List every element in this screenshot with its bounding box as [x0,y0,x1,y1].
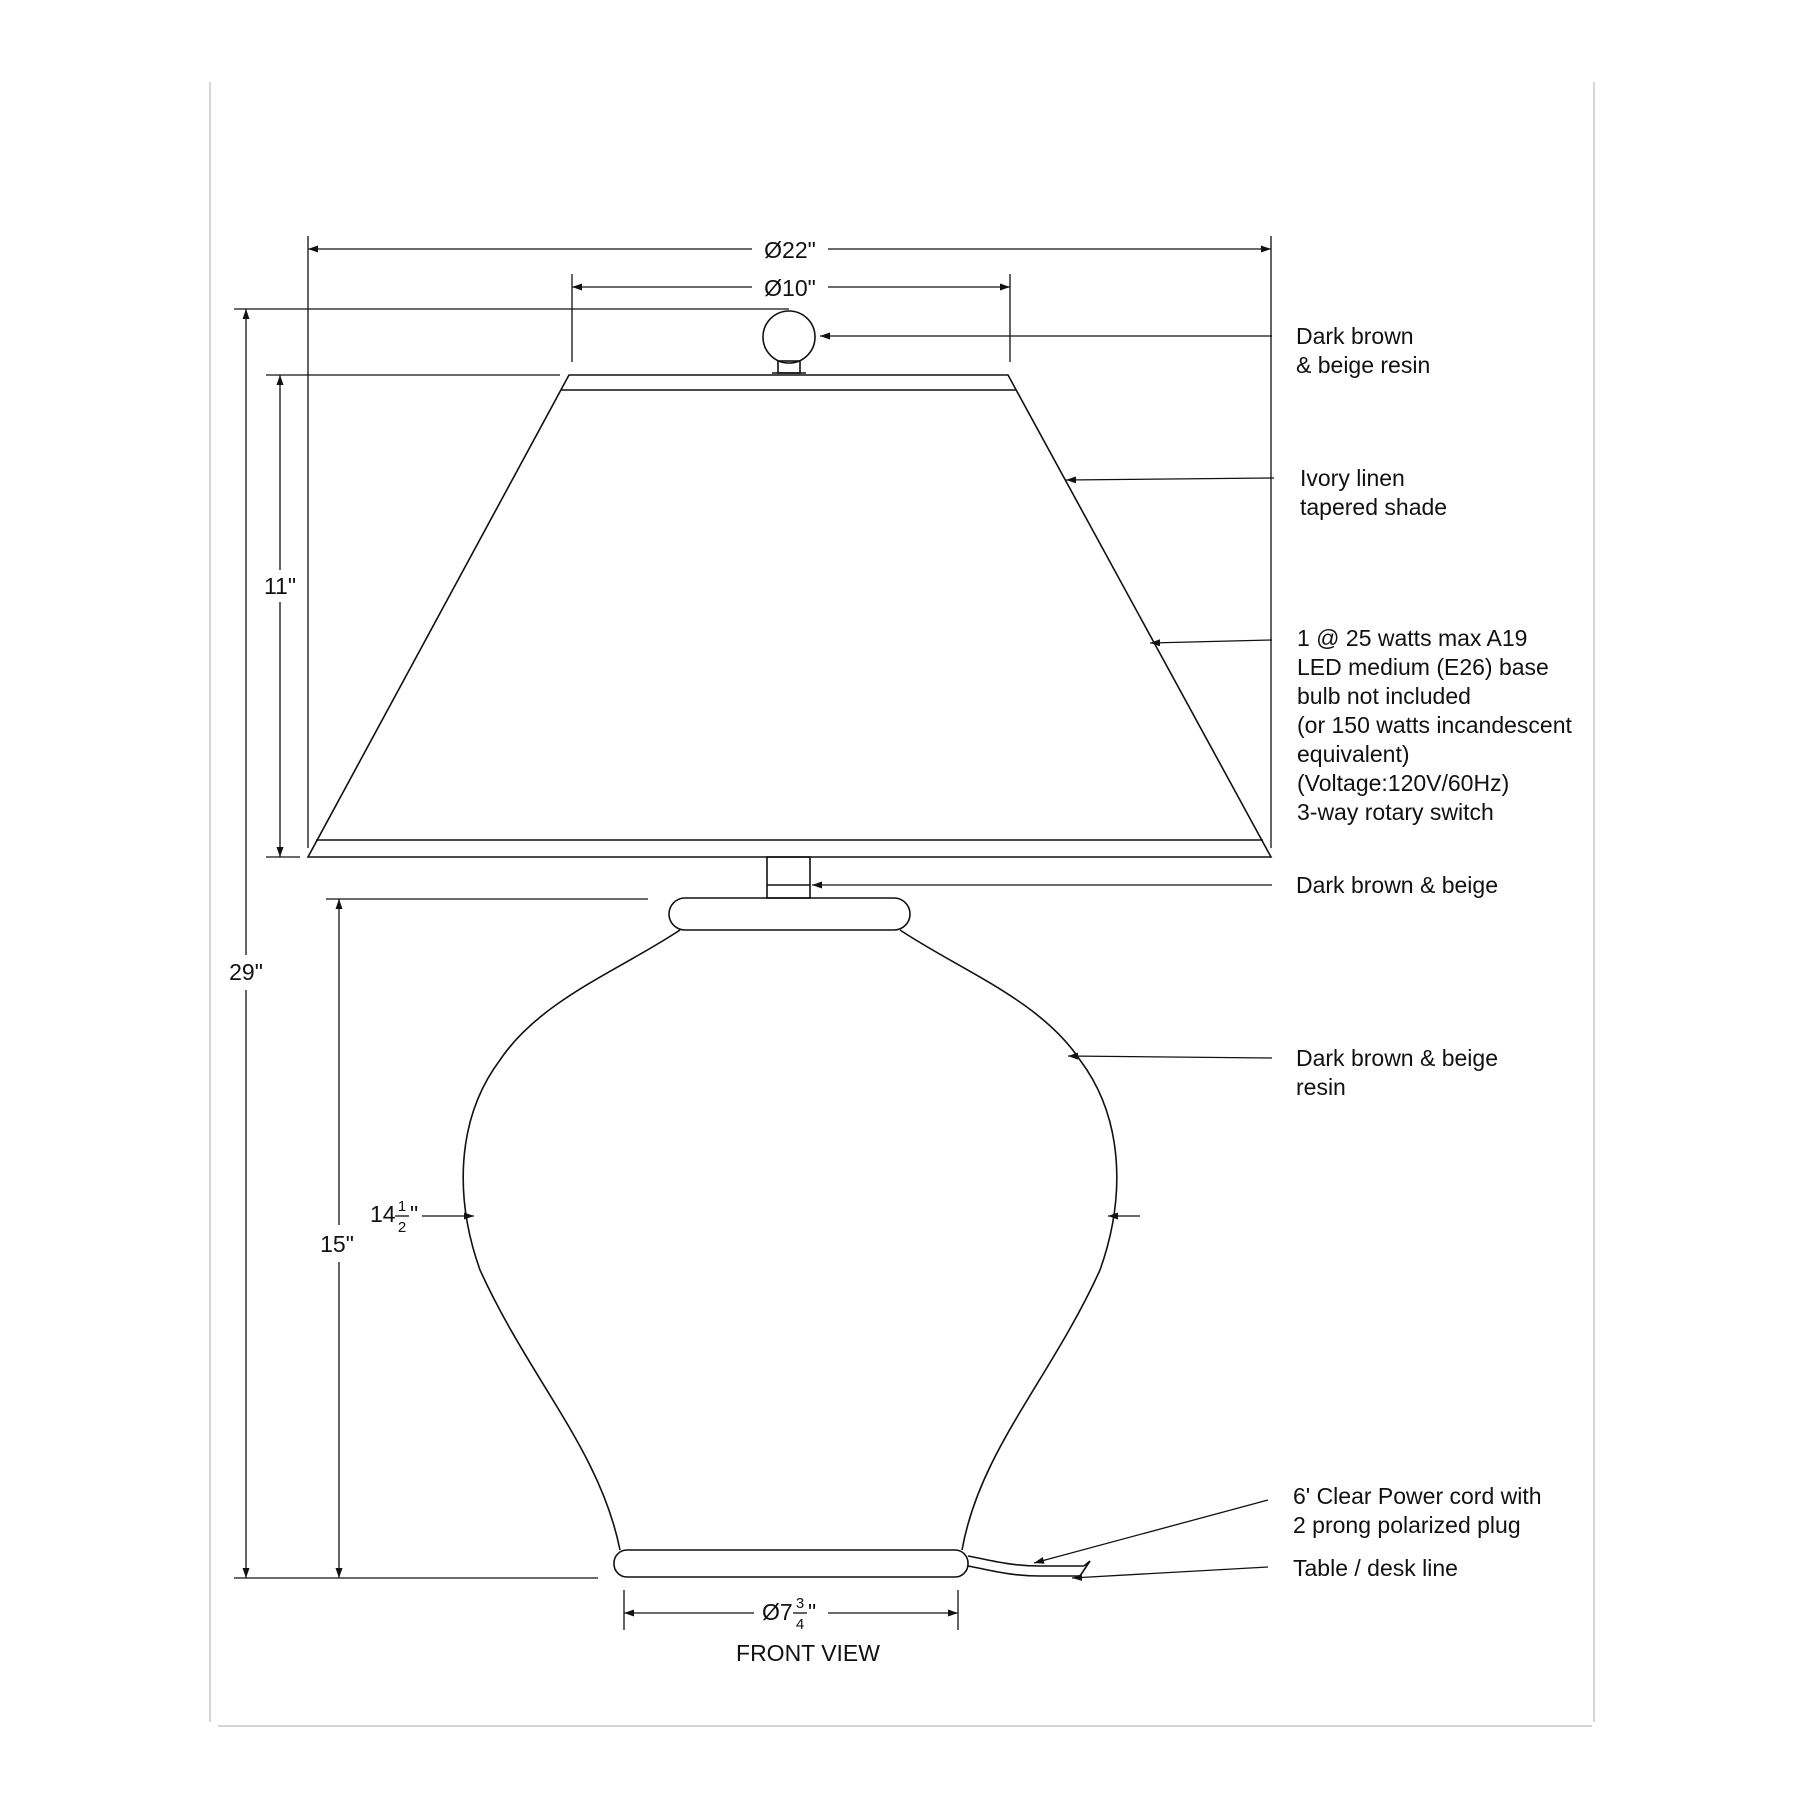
table-line-callout: Table / desk line [1293,1555,1458,1581]
body-width-label [370,1198,418,1236]
body-callout: Dark brown & beige resin [1296,1045,1498,1100]
lamp-shade [308,375,1271,857]
svg-text:Ø7: Ø7 [762,1599,793,1625]
svg-text:": " [808,1599,817,1625]
svg-text:3: 3 [795,1595,805,1612]
shade-top-diameter-label: Ø10" [764,275,816,301]
lamp-neck [767,857,810,898]
shade-callout: Ivory linen tapered shade [1300,465,1448,520]
svg-text:2: 2 [397,1219,407,1236]
cord-callout: 6' Clear Power cord with 2 prong polarized plug [1293,1483,1542,1538]
lamp-outline [308,311,1271,1577]
neck-callout: Dark brown & beige [1296,872,1498,898]
lamp-foot [614,1550,968,1577]
shade-height-label: 11" [263,573,297,599]
callout-leaders [812,336,1274,1578]
view-label: FRONT VIEW [736,1640,880,1666]
dimension-lines [234,236,1271,1630]
svg-text:": " [410,1201,419,1227]
lamp-collar [669,898,910,930]
bulb-callout: 1 @ 25 watts max A19 LED medium (E26) base bulb not included (or 150 watts incandescent equivalent) (Voltage:120V/60Hz) 3-way rotary switch [1297,625,1572,825]
svg-text:1: 1 [397,1198,407,1215]
finial [763,311,815,373]
svg-text:4: 4 [795,1616,805,1633]
foot-diameter-label [762,1595,816,1633]
lamp-body [463,930,1117,1550]
overall-height-label: 29" [229,959,263,985]
finial-callout: Dark brown & beige resin [1296,323,1431,378]
power-cord [968,1556,1090,1576]
shade-bottom-diameter-label: Ø22" [764,237,816,263]
svg-text:14: 14 [370,1201,396,1227]
base-height-label: 15" [320,1231,354,1257]
